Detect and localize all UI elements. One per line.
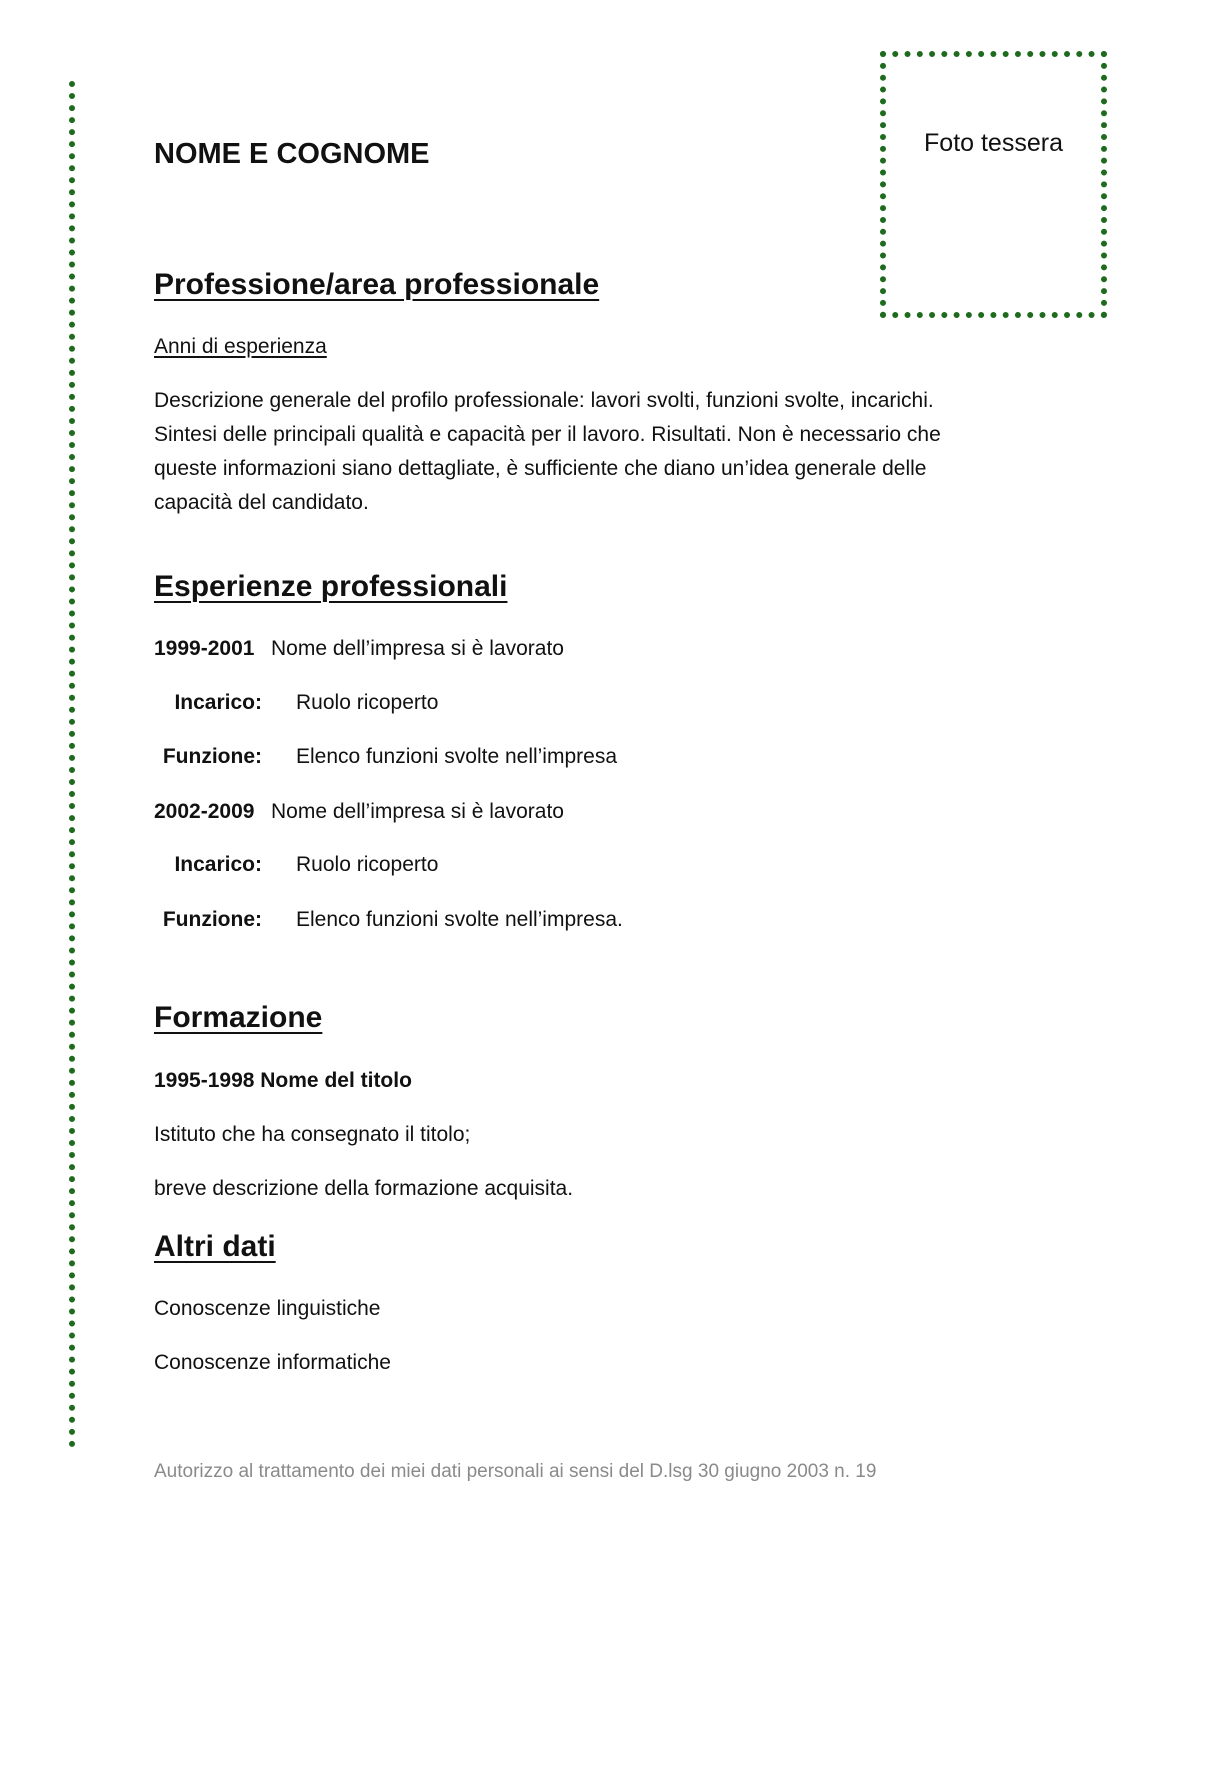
role-row [154, 691, 439, 715]
role-value: Ruolo ricoperto [296, 691, 439, 714]
side-dotted-rule [69, 81, 75, 1448]
languages-knowledge: Conoscenze linguistiche [154, 1297, 381, 1320]
degree-name: 1995-1998 Nome del titolo [154, 1069, 412, 1092]
experience-title: Esperienze professionali [154, 570, 508, 603]
company-name: Nome dell’impresa si è lavorato [271, 800, 564, 823]
years-of-experience: Anni di esperienza [154, 335, 327, 358]
full-name: NOME E COGNOME [154, 138, 430, 170]
photo-placeholder [880, 51, 1107, 318]
function-label: Funzione: [162, 908, 262, 931]
privacy-consent: Autorizzo al trattamento dei miei dati personali ai sensi del D.lsg 30 giugno 2003 n. 19 [154, 1461, 877, 1482]
function-row [154, 745, 617, 769]
function-value: Elenco funzioni svolte nell’impresa. [296, 908, 623, 931]
experience-entry [154, 637, 564, 661]
experience-period: 2002-2009 [154, 800, 255, 823]
company-name: Nome dell’impresa si è lavorato [271, 637, 564, 660]
description-line: Descrizione generale del profilo professionale: lavori svolti, funzioni svolte, incarichi. [154, 389, 934, 412]
profile-description [154, 384, 1014, 520]
experience-entry [154, 800, 564, 824]
institute-name: Istituto che ha consegnato il titolo; [154, 1123, 471, 1146]
role-value: Ruolo ricoperto [296, 853, 439, 876]
role-label: Incarico: [174, 853, 262, 876]
function-label: Funzione: [162, 745, 262, 768]
profession-title: Professione/area professionale [154, 268, 600, 301]
computer-knowledge: Conoscenze informatiche [154, 1351, 391, 1374]
other-title: Altri dati [154, 1230, 276, 1263]
role-row [154, 853, 439, 877]
function-row [154, 908, 623, 932]
photo-label: Foto tessera [924, 129, 1063, 157]
description-line: Sintesi delle principali qualità e capacità per il lavoro. Risultati. Non è necessario che [154, 423, 941, 446]
experience-period: 1999-2001 [154, 637, 255, 660]
education-title: Formazione [154, 1001, 323, 1034]
role-label: Incarico: [174, 691, 262, 714]
description-line: capacità del candidato. [154, 491, 369, 514]
description-line: queste informazioni siano dettagliate, è sufficiente che diano un’idea generale delle [154, 457, 927, 480]
function-value: Elenco funzioni svolte nell’impresa [296, 745, 617, 768]
education-description: breve descrizione della formazione acquisita. [154, 1177, 574, 1200]
